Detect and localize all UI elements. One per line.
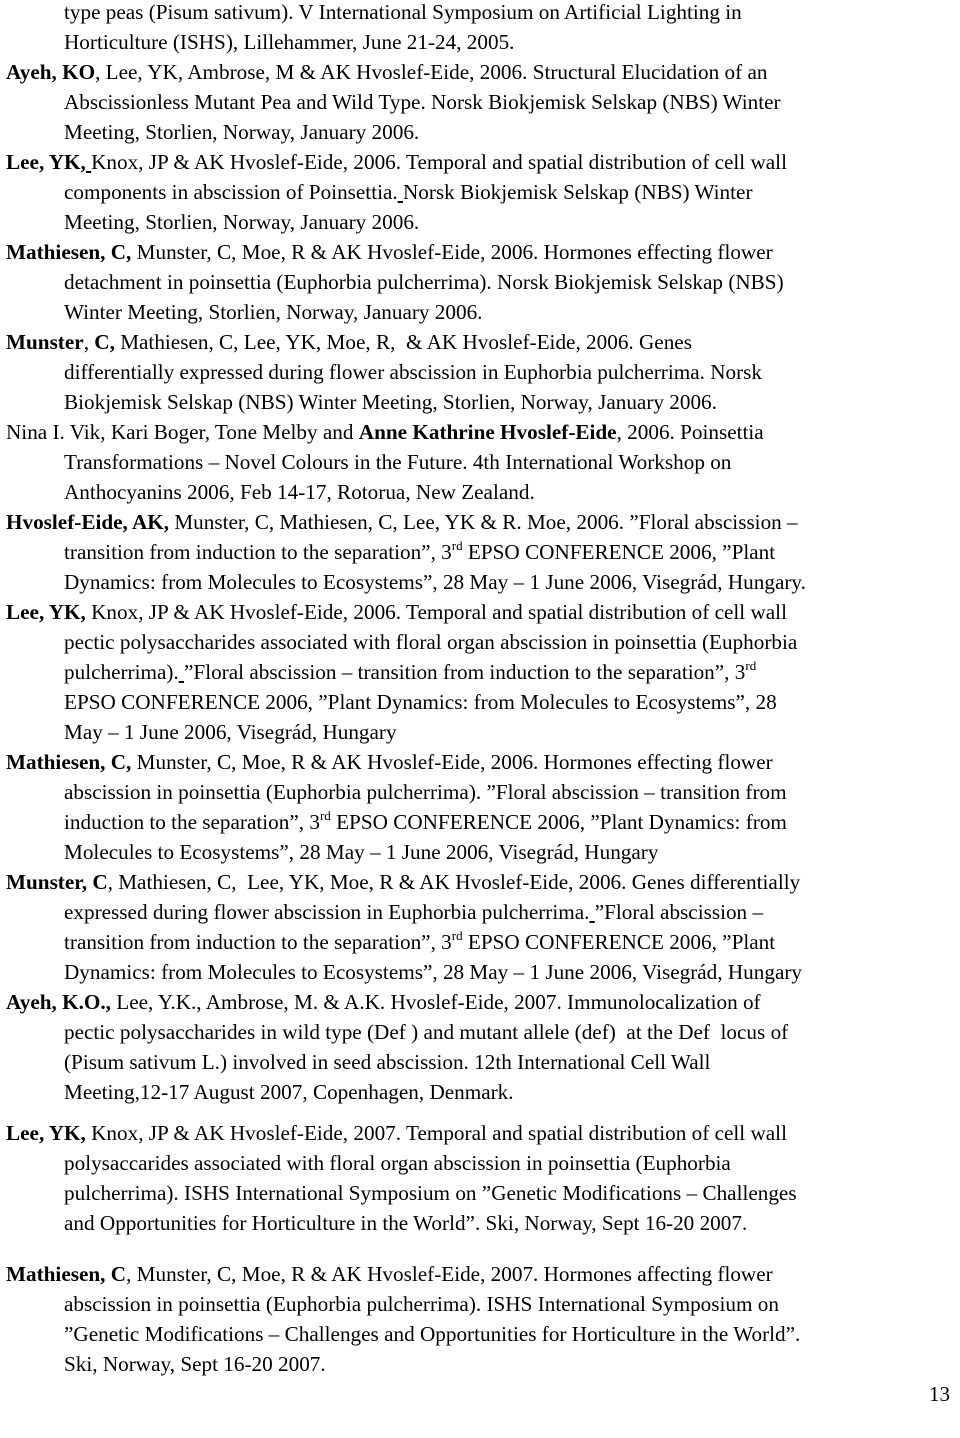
superscript-text: rd — [451, 928, 463, 943]
text-line-continuation — [64, 807, 787, 837]
text-run: abscission in poinsettia (Euphorbia pulcherrima). ISHS International Symposium on — [64, 1292, 779, 1316]
text-run: ”Floral abscission – transition from induction to the separation”, 3 — [184, 660, 746, 684]
text-line-continuation — [64, 267, 784, 297]
author-name: Ayeh, K.O., — [6, 990, 111, 1014]
text-line-continuation — [64, 0, 742, 27]
text-line-entry — [6, 1259, 773, 1289]
text-line-continuation — [64, 27, 514, 57]
text-run: Biokjemisk Selskap (NBS) Winter Meeting, Storlien, Norway, January 2006. — [64, 390, 717, 414]
text-line-continuation — [64, 897, 763, 927]
author-name: Mathiesen, C, — [6, 240, 132, 264]
text-run: Munster, C, Moe, R & AK Hvoslef-Eide, 2006. Hormones effecting flower — [131, 240, 773, 264]
text-run: EPSO CONFERENCE 2006, ”Plant Dynamics: from Molecules to Ecosystems”, 28 — [64, 690, 777, 714]
text-run: Horticulture (ISHS), Lillehammer, June 21-24, 2005. — [64, 30, 515, 54]
text-line-continuation — [64, 627, 797, 657]
text-run: and Opportunities for Horticulture in the World”. Ski, Norway, Sept 16-20 2007. — [64, 1211, 748, 1235]
text-run: pectic polysaccharides associated with floral organ abscission in poinsettia (Euphorbia — [64, 630, 798, 654]
text-run: induction to the separation”, 3 — [64, 810, 320, 834]
text-run: Munster, C, Moe, R & AK Hvoslef-Eide, 2006. Hormones effecting flower — [131, 750, 773, 774]
text-line-continuation — [64, 207, 419, 237]
text-run: Munster, C, Mathiesen, C, Lee, YK & R. Moe, 2006. ”Floral abscission – — [169, 510, 798, 534]
text-run: Knox, JP & AK Hvoslef-Eide, 2006. Temporal and spatial distribution of cell wall — [91, 150, 787, 174]
text-line-entry — [6, 327, 692, 357]
text-run: Meeting, Storlien, Norway, January 2006. — [64, 210, 420, 234]
text-run: Dynamics: from Molecules to Ecosystems”, 28 May – 1 June 2006, Visegrád, Hungary — [64, 960, 803, 984]
text-line-continuation — [64, 177, 753, 207]
text-line-continuation — [64, 1047, 710, 1077]
author-name: Mathiesen, C — [6, 1262, 127, 1286]
text-line-continuation — [64, 117, 419, 147]
text-line-continuation — [64, 927, 775, 957]
text-line-continuation — [64, 567, 806, 597]
author-name: Lee, YK, — [6, 600, 86, 624]
text-line-entry — [6, 237, 773, 267]
text-line-continuation — [64, 537, 775, 567]
superscript-text: rd — [745, 658, 757, 673]
text-run: Meeting,12-17 August 2007, Copenhagen, Denmark. — [64, 1080, 514, 1104]
text-run: expressed during flower abscission in Euphorbia pulcherrima. — [64, 900, 590, 924]
text-run: Lee, Y.K., Ambrose, M. & A.K. Hvoslef-Eide, 2007. Immunolocalization of — [110, 990, 761, 1014]
page-number: 13 — [929, 1382, 950, 1406]
text-line-entry — [6, 507, 798, 537]
text-run: pulcherrima). — [64, 660, 179, 684]
text-line-continuation — [64, 357, 762, 387]
text-run: , — [83, 330, 95, 354]
author-name: Mathiesen, C, — [6, 750, 132, 774]
text-run: components in abscission of Poinsettia. — [64, 180, 398, 204]
author-name: Munster — [6, 330, 84, 354]
text-line-continuation — [64, 447, 731, 477]
text-run: EPSO CONFERENCE 2006, ”Plant — [462, 930, 776, 954]
text-line-continuation — [64, 1289, 779, 1319]
text-run: ”Floral abscission – — [594, 900, 764, 924]
text-run: , Munster, C, Moe, R & AK Hvoslef-Eide, 2007. Hormones affecting flower — [126, 1262, 773, 1286]
text-run: polysaccarides associated with floral organ abscission in poinsettia (Euphorbia — [64, 1151, 731, 1175]
text-line-entry — [6, 747, 773, 777]
text-run: detachment in poinsettia (Euphorbia pulcherrima). Norsk Biokjemisk Selskap (NBS) — [64, 270, 784, 294]
text-line-entry — [6, 867, 800, 897]
text-line-continuation — [64, 1178, 797, 1208]
author-name: Hvoslef-Eide, AK, — [6, 510, 170, 534]
text-run: Dynamics: from Molecules to Ecosystems”, 28 May – 1 June 2006, Visegrád, Hungary. — [64, 570, 806, 594]
text-run: Ski, Norway, Sept 16-20 2007. — [64, 1352, 326, 1376]
author-name: Ayeh, KO — [6, 60, 96, 84]
text-line-continuation — [64, 1017, 788, 1047]
text-line-continuation — [64, 777, 787, 807]
text-run: Abscissionless Mutant Pea and Wild Type. Norsk Biokjemisk Selskap (NBS) Winter — [64, 90, 781, 114]
text-line-continuation — [64, 1319, 800, 1349]
text-run: pulcherrima). ISHS International Symposium on ”Genetic Modifications – Challenges — [64, 1181, 797, 1205]
text-run: , Lee, YK, Ambrose, M & AK Hvoslef-Eide, 2006. Structural Elucidation of an — [95, 60, 768, 84]
text-run: abscission in poinsettia (Euphorbia pulcherrima). ”Floral abscission – transition from — [64, 780, 787, 804]
author-name: Lee, YK, — [6, 1121, 86, 1145]
text-line-entry — [6, 1118, 787, 1148]
text-line-continuation — [64, 1148, 731, 1178]
author-name: Munster, C — [6, 870, 108, 894]
author-name: Anne Kathrine Hvoslef-Eide — [358, 420, 617, 444]
text-line-continuation — [64, 957, 802, 987]
text-line-continuation — [64, 87, 781, 117]
text-run: Knox, JP & AK Hvoslef-Eide, 2006. Temporal and spatial distribution of cell wall — [85, 600, 787, 624]
text-run: type peas (Pisum sativum). V International Symposium on Artificial Lighting in — [64, 0, 742, 24]
author-name: C, — [94, 330, 115, 354]
text-run: EPSO CONFERENCE 2006, ”Plant — [462, 540, 776, 564]
text-line-continuation — [64, 297, 482, 327]
text-line-continuation — [64, 717, 397, 747]
text-line-continuation — [64, 477, 535, 507]
text-run: ”Genetic Modifications – Challenges and Opportunities for Horticulture in the World”. — [64, 1322, 801, 1346]
text-line-entry — [6, 57, 767, 87]
text-run: EPSO CONFERENCE 2006, ”Plant Dynamics: from — [330, 810, 787, 834]
text-run: , Mathiesen, C, Lee, YK, Moe, R & AK Hvoslef-Eide, 2006. Genes differentially — [107, 870, 801, 894]
text-run: Norsk Biokjemisk Selskap (NBS) Winter — [402, 180, 753, 204]
text-run: Mathiesen, C, Lee, YK, Moe, R, & AK Hvoslef-Eide, 2006. Genes — [114, 330, 692, 354]
text-run: Molecules to Ecosystems”, 28 May – 1 June 2006, Visegrád, Hungary — [64, 840, 659, 864]
text-line-entry — [6, 597, 787, 627]
text-line-entry — [6, 147, 787, 177]
text-line-continuation — [64, 837, 658, 867]
text-run: , 2006. Poinsettia — [616, 420, 764, 444]
text-line-continuation — [64, 1349, 326, 1379]
text-run: Knox, JP & AK Hvoslef-Eide, 2007. Temporal and spatial distribution of cell wall — [85, 1121, 787, 1145]
text-line-entry — [6, 417, 764, 447]
text-line-continuation — [64, 1077, 514, 1107]
text-line-continuation — [64, 387, 717, 417]
text-run: differentially expressed during flower abscission in Euphorbia pulcherrima. Norsk — [64, 360, 763, 384]
text-run: Anthocyanins 2006, Feb 14-17, Rotorua, New Zealand. — [64, 480, 535, 504]
text-line-continuation — [64, 657, 756, 687]
text-line-entry — [6, 987, 761, 1017]
text-run: pectic polysaccharides in wild type (Def ) and mutant allele (def) at the Def locus of — [64, 1020, 789, 1044]
text-line-continuation — [64, 687, 777, 717]
author-name: Lee, YK, — [6, 150, 86, 174]
text-run: Nina I. Vik, Kari Boger, Tone Melby and — [6, 420, 359, 444]
superscript-text: rd — [451, 538, 463, 553]
text-run: May – 1 June 2006, Visegrád, Hungary — [64, 720, 397, 744]
text-run: (Pisum sativum L.) involved in seed abscission. 12th International Cell Wall — [64, 1050, 711, 1074]
text-run: Winter Meeting, Storlien, Norway, January 2006. — [64, 300, 483, 324]
text-run: Transformations – Novel Colours in the Future. 4th International Workshop on — [64, 450, 732, 474]
text-run: Meeting, Storlien, Norway, January 2006. — [64, 120, 420, 144]
text-line-continuation — [64, 1208, 747, 1238]
text-run: transition from induction to the separation”, 3 — [64, 540, 452, 564]
text-run: transition from induction to the separation”, 3 — [64, 930, 452, 954]
superscript-text: rd — [319, 808, 331, 823]
